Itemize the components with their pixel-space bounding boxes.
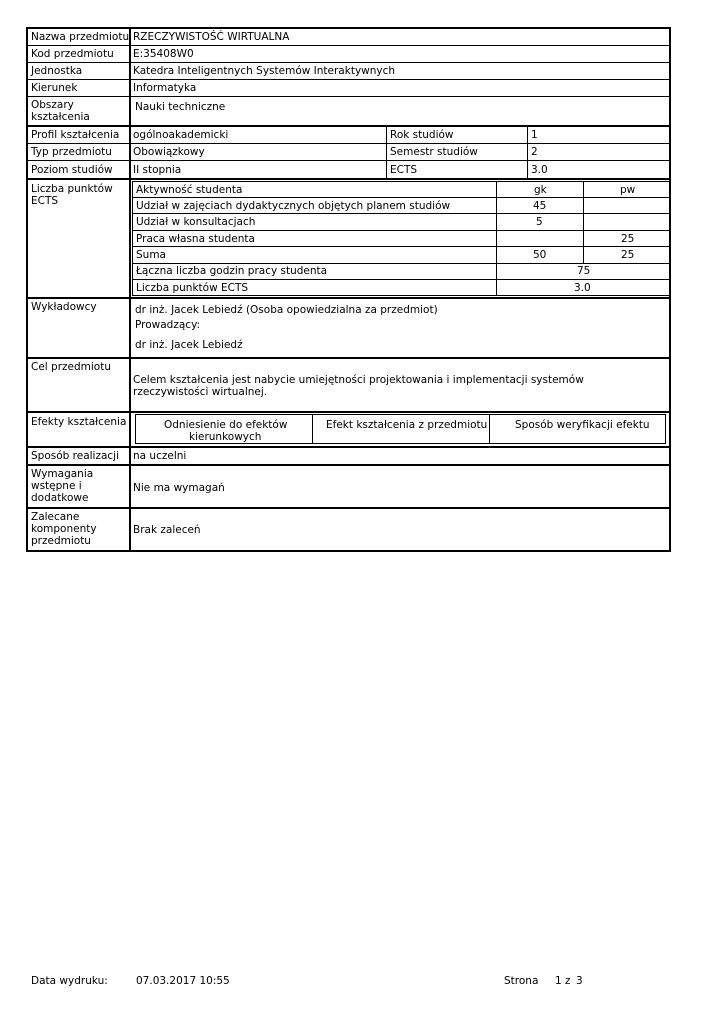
- row-divider: [27, 297, 670, 299]
- field-label-semestr: Semestr studiów: [390, 146, 478, 158]
- page-total: 3: [576, 975, 583, 987]
- ects-row-pw: 25: [621, 233, 635, 245]
- print-date-value: 07.03.2017 10:55: [136, 975, 230, 987]
- goal-label: Cel przedmiotu: [31, 361, 112, 373]
- ects-total-hours-label: Łączna liczba godzin pracy studenta: [136, 265, 328, 277]
- ects-row-activity: Udział w konsultacjach: [136, 216, 256, 228]
- recommended-label: Zalecane: [31, 511, 80, 523]
- ects-section-label-2: ECTS: [31, 195, 59, 207]
- outcomes-label: Efekty kształcenia: [31, 416, 127, 428]
- row-divider: [27, 464, 670, 466]
- outcomes-col-divider: [312, 415, 313, 443]
- lecturer-line: dr inż. Jacek Lebiedź (Osoba opowiedzialna za przedmiot): [135, 304, 438, 316]
- field-value-jednostka: Katedra Inteligentnych Systemów Interaktywnych: [133, 65, 396, 77]
- instructor-line: dr inż. Jacek Lebiedź: [135, 339, 243, 351]
- row-divider: [27, 160, 670, 161]
- ects-points-label: Liczba punktów ECTS: [136, 282, 249, 294]
- ects-row-activity: Suma: [136, 249, 166, 261]
- ects-row-gk: 45: [533, 200, 547, 212]
- ects-row-divider: [133, 213, 669, 214]
- ects-section-label: Liczba punktów: [31, 183, 113, 195]
- row-divider: [27, 446, 670, 448]
- ects-row-divider: [133, 246, 669, 247]
- field-value-kod: E:35408W0: [133, 48, 194, 60]
- field-label-nazwa: Nazwa przedmiotu: [31, 31, 130, 43]
- delivery-value: na uczelni: [133, 450, 187, 462]
- goal-text: Celem kształcenia jest nabycie umiejętności projektowania i implementacji systemów rzeczywistości wirtualnej.: [133, 374, 584, 398]
- field-label-ects: ECTS: [390, 164, 418, 176]
- row-divider: [27, 507, 670, 509]
- column-divider: [527, 126, 528, 178]
- field-value-semestr: 2: [531, 146, 538, 158]
- lecturers-label: Wykładowcy: [31, 301, 97, 313]
- ects-header-activity: Aktywność studenta: [136, 184, 243, 196]
- outcomes-col-divider: [489, 415, 490, 443]
- ects-header-pw: pw: [620, 184, 636, 196]
- row-divider: [27, 143, 670, 144]
- recommended-label-3: przedmiotu: [31, 535, 91, 547]
- ects-col-divider: [496, 182, 497, 295]
- row-divider: [27, 79, 670, 80]
- field-value-obszary: Nauki techniczne: [135, 101, 226, 113]
- field-value-nazwa: RZECZYWISTOŚĆ WIRTUALNA: [133, 31, 290, 43]
- field-value-typ: Obowiązkowy: [133, 146, 205, 158]
- field-value-kierunek: Informatyka: [133, 82, 197, 94]
- ects-row-gk: 5: [536, 216, 543, 228]
- outcomes-col-verification: Sposób weryfikacji efektu: [515, 419, 650, 431]
- field-label-profil: Profil kształcenia: [31, 129, 120, 141]
- recommended-value: Brak zaleceń: [133, 524, 201, 536]
- ects-row-divider: [133, 263, 669, 264]
- field-label-typ: Typ przedmiotu: [31, 146, 112, 158]
- field-label-jednostka: Jednostka: [31, 65, 83, 77]
- outcomes-col-reference: Odniesienie do efektów: [164, 419, 288, 431]
- ects-total-hours-value: 75: [577, 265, 591, 277]
- label-column-divider: [129, 28, 131, 551]
- delivery-label: Sposób realizacji: [31, 450, 120, 462]
- field-value-poziom: II stopnia: [133, 164, 182, 176]
- ects-col-divider: [583, 182, 584, 263]
- print-date-label: Data wydruku:: [31, 975, 108, 987]
- requirements-label-2: wstępne i: [31, 480, 82, 492]
- recommended-label-2: komponenty: [31, 523, 97, 535]
- requirements-value: Nie ma wymagań: [133, 482, 225, 494]
- field-value-rok: 1: [531, 129, 538, 141]
- outcomes-col-reference-2: kierunkowych: [189, 431, 262, 443]
- requirements-label-3: dodatkowe: [31, 492, 89, 504]
- field-value-profil: ogólnoakademicki: [133, 129, 229, 141]
- page-number: 1: [555, 975, 562, 987]
- ects-row-divider: [133, 197, 669, 198]
- row-divider: [27, 178, 670, 180]
- ects-points-value: 3.0: [574, 282, 591, 294]
- field-label-rok: Rok studiów: [390, 129, 454, 141]
- field-label-poziom: Poziom studiów: [31, 164, 113, 176]
- field-value-ects: 3.0: [531, 164, 548, 176]
- row-divider: [27, 62, 670, 63]
- column-divider: [386, 126, 387, 178]
- requirements-label: Wymagania: [31, 468, 94, 480]
- field-label-kierunek: Kierunek: [31, 82, 78, 94]
- ects-row-pw: 25: [621, 249, 635, 261]
- row-divider: [27, 125, 670, 127]
- page-label: Strona: [504, 975, 539, 987]
- instructors-heading: Prowadzący:: [135, 319, 201, 331]
- field-label-obszary-2: kształcenia: [31, 111, 90, 123]
- ects-row-gk: 50: [533, 249, 547, 261]
- ects-row-activity: Udział w zajęciach dydaktycznych objętych planem studiów: [136, 200, 451, 212]
- row-divider: [27, 357, 670, 359]
- page-of: z: [565, 975, 571, 987]
- ects-row-activity: Praca własna studenta: [136, 233, 255, 245]
- row-divider: [27, 96, 670, 97]
- field-label-kod: Kod przedmiotu: [31, 48, 114, 60]
- outcomes-col-effect: Efekt kształcenia z przedmiotu: [326, 419, 488, 431]
- ects-row-divider: [133, 230, 669, 231]
- row-divider: [27, 411, 670, 413]
- field-label-obszary: Obszary: [31, 99, 74, 111]
- ects-header-gk: gk: [534, 184, 547, 196]
- row-divider: [27, 45, 670, 46]
- ects-row-divider: [133, 279, 669, 280]
